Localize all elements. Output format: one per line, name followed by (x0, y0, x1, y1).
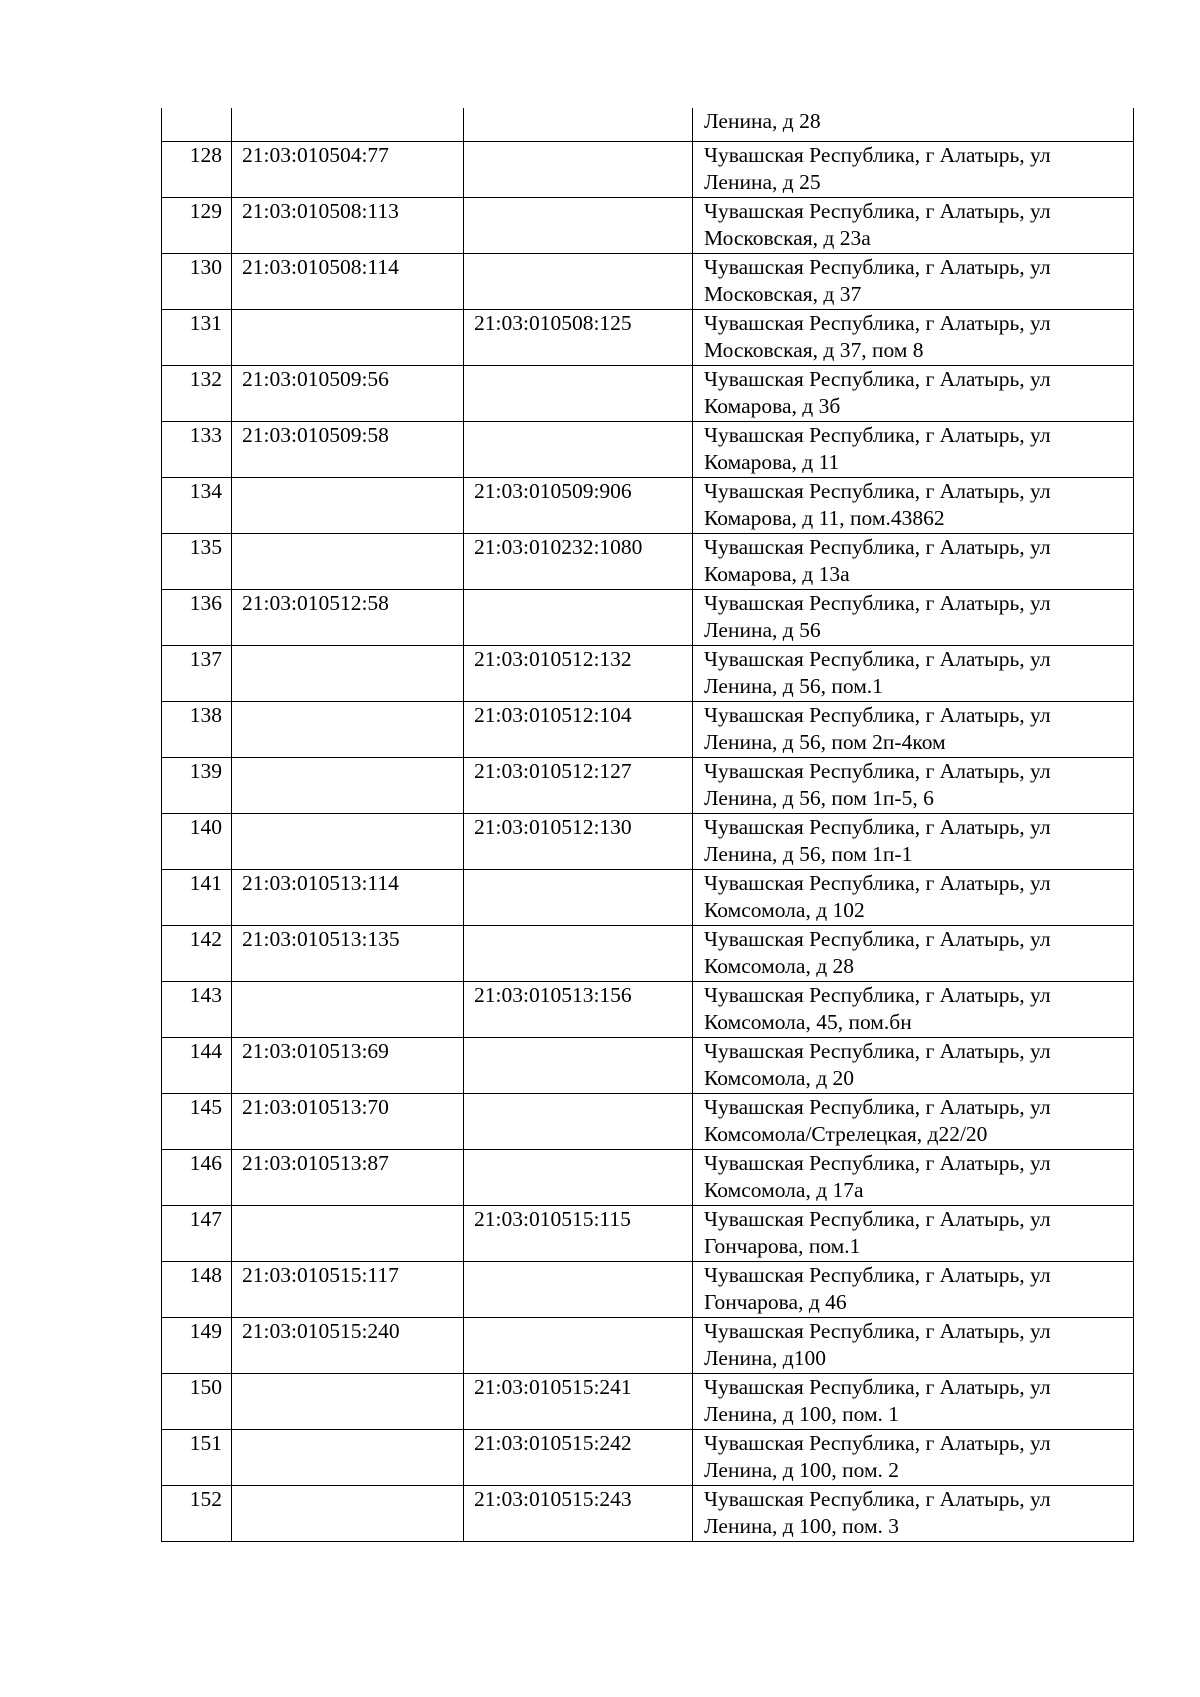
address-cell: Чувашская Республика, г Алатырь, ул Комарова, д 3б (693, 365, 1134, 421)
building-cadastral-cell (464, 869, 693, 925)
table-row (162, 533, 1134, 589)
row-number-cell: 139 (162, 757, 232, 813)
table-row (162, 421, 1134, 477)
land-cadastral-cell: 21:03:010513:87 (232, 1149, 464, 1205)
address-cell: Чувашская Республика, г Алатырь, ул Комарова, д 13а (693, 533, 1134, 589)
building-cadastral-cell: 21:03:010515:115 (464, 1205, 693, 1261)
row-number-cell: 152 (162, 1485, 232, 1541)
land-cadastral-cell: 21:03:010509:56 (232, 365, 464, 421)
table-row (162, 365, 1134, 421)
building-cadastral-cell (464, 589, 693, 645)
row-number-cell (162, 108, 232, 141)
address-cell: Чувашская Республика, г Алатырь, ул Ленина, д 100, пом. 2 (693, 1429, 1134, 1485)
land-cadastral-cell: 21:03:010512:58 (232, 589, 464, 645)
building-cadastral-cell: 21:03:010512:127 (464, 757, 693, 813)
table-row (162, 981, 1134, 1037)
row-number-cell: 136 (162, 589, 232, 645)
row-number-cell: 144 (162, 1037, 232, 1093)
table-row (162, 197, 1134, 253)
building-cadastral-cell (464, 253, 693, 309)
row-number-cell: 131 (162, 309, 232, 365)
row-number-cell: 132 (162, 365, 232, 421)
row-number-cell: 141 (162, 869, 232, 925)
table-row (162, 813, 1134, 869)
address-cell: Чувашская Республика, г Алатырь, ул Гончарова, д 46 (693, 1261, 1134, 1317)
building-cadastral-cell (464, 108, 693, 141)
building-cadastral-cell: 21:03:010515:243 (464, 1485, 693, 1541)
address-cell: Чувашская Республика, г Алатырь, ул Ленина, д 100, пом. 3 (693, 1485, 1134, 1541)
building-cadastral-cell: 21:03:010515:241 (464, 1373, 693, 1429)
building-cadastral-cell (464, 1317, 693, 1373)
address-cell: Чувашская Республика, г Алатырь, ул Комарова, д 11, пом.43862 (693, 477, 1134, 533)
land-cadastral-cell: 21:03:010504:77 (232, 141, 464, 197)
address-cell: Чувашская Республика, г Алатырь, ул Ленина, д 56 (693, 589, 1134, 645)
land-cadastral-cell (232, 701, 464, 757)
land-cadastral-cell: 21:03:010515:117 (232, 1261, 464, 1317)
address-cell: Чувашская Республика, г Алатырь, ул Комсомола, д 28 (693, 925, 1134, 981)
table-row (162, 1317, 1134, 1373)
address-cell: Чувашская Республика, г Алатырь, ул Ленина, д 56, пом 1п-1 (693, 813, 1134, 869)
address-cell: Чувашская Республика, г Алатырь, ул Гончарова, пом.1 (693, 1205, 1134, 1261)
land-cadastral-cell (232, 757, 464, 813)
table-row (162, 1093, 1134, 1149)
row-number-cell: 128 (162, 141, 232, 197)
row-number-cell: 147 (162, 1205, 232, 1261)
row-number-cell: 143 (162, 981, 232, 1037)
row-number-cell: 150 (162, 1373, 232, 1429)
property-registry-table (161, 108, 1134, 1542)
land-cadastral-cell: 21:03:010515:240 (232, 1317, 464, 1373)
land-cadastral-cell (232, 981, 464, 1037)
building-cadastral-cell: 21:03:010512:130 (464, 813, 693, 869)
table-row (162, 925, 1134, 981)
row-number-cell: 138 (162, 701, 232, 757)
address-cell: Чувашская Республика, г Алатырь, ул Ленина, д 25 (693, 141, 1134, 197)
table-row (162, 1261, 1134, 1317)
row-number-cell: 140 (162, 813, 232, 869)
building-cadastral-cell: 21:03:010513:156 (464, 981, 693, 1037)
address-cell: Чувашская Республика, г Алатырь, ул Комсомола, д 102 (693, 869, 1134, 925)
land-cadastral-cell (232, 1429, 464, 1485)
row-number-cell: 134 (162, 477, 232, 533)
row-number-cell: 149 (162, 1317, 232, 1373)
building-cadastral-cell: 21:03:010512:132 (464, 645, 693, 701)
row-number-cell: 142 (162, 925, 232, 981)
land-cadastral-cell (232, 1485, 464, 1541)
row-number-cell: 130 (162, 253, 232, 309)
table-row (162, 1037, 1134, 1093)
address-cell: Чувашская Республика, г Алатырь, ул Московская, д 37, пом 8 (693, 309, 1134, 365)
table-row (162, 309, 1134, 365)
table-row (162, 1205, 1134, 1261)
table-row (162, 253, 1134, 309)
building-cadastral-cell (464, 1261, 693, 1317)
building-cadastral-cell (464, 197, 693, 253)
land-cadastral-cell (232, 477, 464, 533)
row-number-cell: 148 (162, 1261, 232, 1317)
building-cadastral-cell: 21:03:010512:104 (464, 701, 693, 757)
row-number-cell: 145 (162, 1093, 232, 1149)
building-cadastral-cell (464, 141, 693, 197)
building-cadastral-cell: 21:03:010515:242 (464, 1429, 693, 1485)
table-row (162, 1149, 1134, 1205)
address-cell: Чувашская Республика, г Алатырь, ул Комсомола, д 20 (693, 1037, 1134, 1093)
row-number-cell: 129 (162, 197, 232, 253)
table-row (162, 645, 1134, 701)
address-cell: Чувашская Республика, г Алатырь, ул Ленина, д 56, пом 1п-5, 6 (693, 757, 1134, 813)
building-cadastral-cell (464, 1149, 693, 1205)
land-cadastral-cell (232, 1373, 464, 1429)
building-cadastral-cell (464, 1093, 693, 1149)
address-cell: Ленина, д 28 (693, 108, 1134, 141)
address-cell: Чувашская Республика, г Алатырь, ул Комсомола, д 17а (693, 1149, 1134, 1205)
address-cell: Чувашская Республика, г Алатырь, ул Московская, д 37 (693, 253, 1134, 309)
building-cadastral-cell (464, 925, 693, 981)
continuation-row (162, 108, 1134, 141)
address-cell: Чувашская Республика, г Алатырь, ул Ленина, д 56, пом 2п-4ком (693, 701, 1134, 757)
table-row (162, 1485, 1134, 1541)
table-row (162, 477, 1134, 533)
land-cadastral-cell: 21:03:010513:114 (232, 869, 464, 925)
address-cell: Чувашская Республика, г Алатырь, ул Ленина, д 100, пом. 1 (693, 1373, 1134, 1429)
land-cadastral-cell (232, 813, 464, 869)
building-cadastral-cell (464, 421, 693, 477)
land-cadastral-cell: 21:03:010509:58 (232, 421, 464, 477)
table-row (162, 869, 1134, 925)
land-cadastral-cell: 21:03:010513:69 (232, 1037, 464, 1093)
land-cadastral-cell: 21:03:010513:70 (232, 1093, 464, 1149)
table-row (162, 1429, 1134, 1485)
table-row (162, 589, 1134, 645)
row-number-cell: 151 (162, 1429, 232, 1485)
land-cadastral-cell (232, 645, 464, 701)
building-cadastral-cell: 21:03:010508:125 (464, 309, 693, 365)
address-cell: Чувашская Республика, г Алатырь, ул Ленина, д100 (693, 1317, 1134, 1373)
building-cadastral-cell: 21:03:010509:906 (464, 477, 693, 533)
address-cell: Чувашская Республика, г Алатырь, ул Ленина, д 56, пом.1 (693, 645, 1134, 701)
table-row (162, 1373, 1134, 1429)
row-number-cell: 133 (162, 421, 232, 477)
table-row (162, 757, 1134, 813)
land-cadastral-cell: 21:03:010508:113 (232, 197, 464, 253)
table-row (162, 701, 1134, 757)
address-cell: Чувашская Республика, г Алатырь, ул Московская, д 23а (693, 197, 1134, 253)
row-number-cell: 135 (162, 533, 232, 589)
table-body (162, 108, 1134, 1541)
building-cadastral-cell (464, 365, 693, 421)
building-cadastral-cell: 21:03:010232:1080 (464, 533, 693, 589)
land-cadastral-cell (232, 533, 464, 589)
row-number-cell: 137 (162, 645, 232, 701)
address-cell: Чувашская Республика, г Алатырь, ул Комсомола/Стрелецкая, д22/20 (693, 1093, 1134, 1149)
address-cell: Чувашская Республика, г Алатырь, ул Комсомола, 45, пом.бн (693, 981, 1134, 1037)
address-cell: Чувашская Республика, г Алатырь, ул Комарова, д 11 (693, 421, 1134, 477)
land-cadastral-cell: 21:03:010513:135 (232, 925, 464, 981)
land-cadastral-cell (232, 108, 464, 141)
land-cadastral-cell (232, 309, 464, 365)
land-cadastral-cell: 21:03:010508:114 (232, 253, 464, 309)
building-cadastral-cell (464, 1037, 693, 1093)
land-cadastral-cell (232, 1205, 464, 1261)
row-number-cell: 146 (162, 1149, 232, 1205)
table-row (162, 141, 1134, 197)
